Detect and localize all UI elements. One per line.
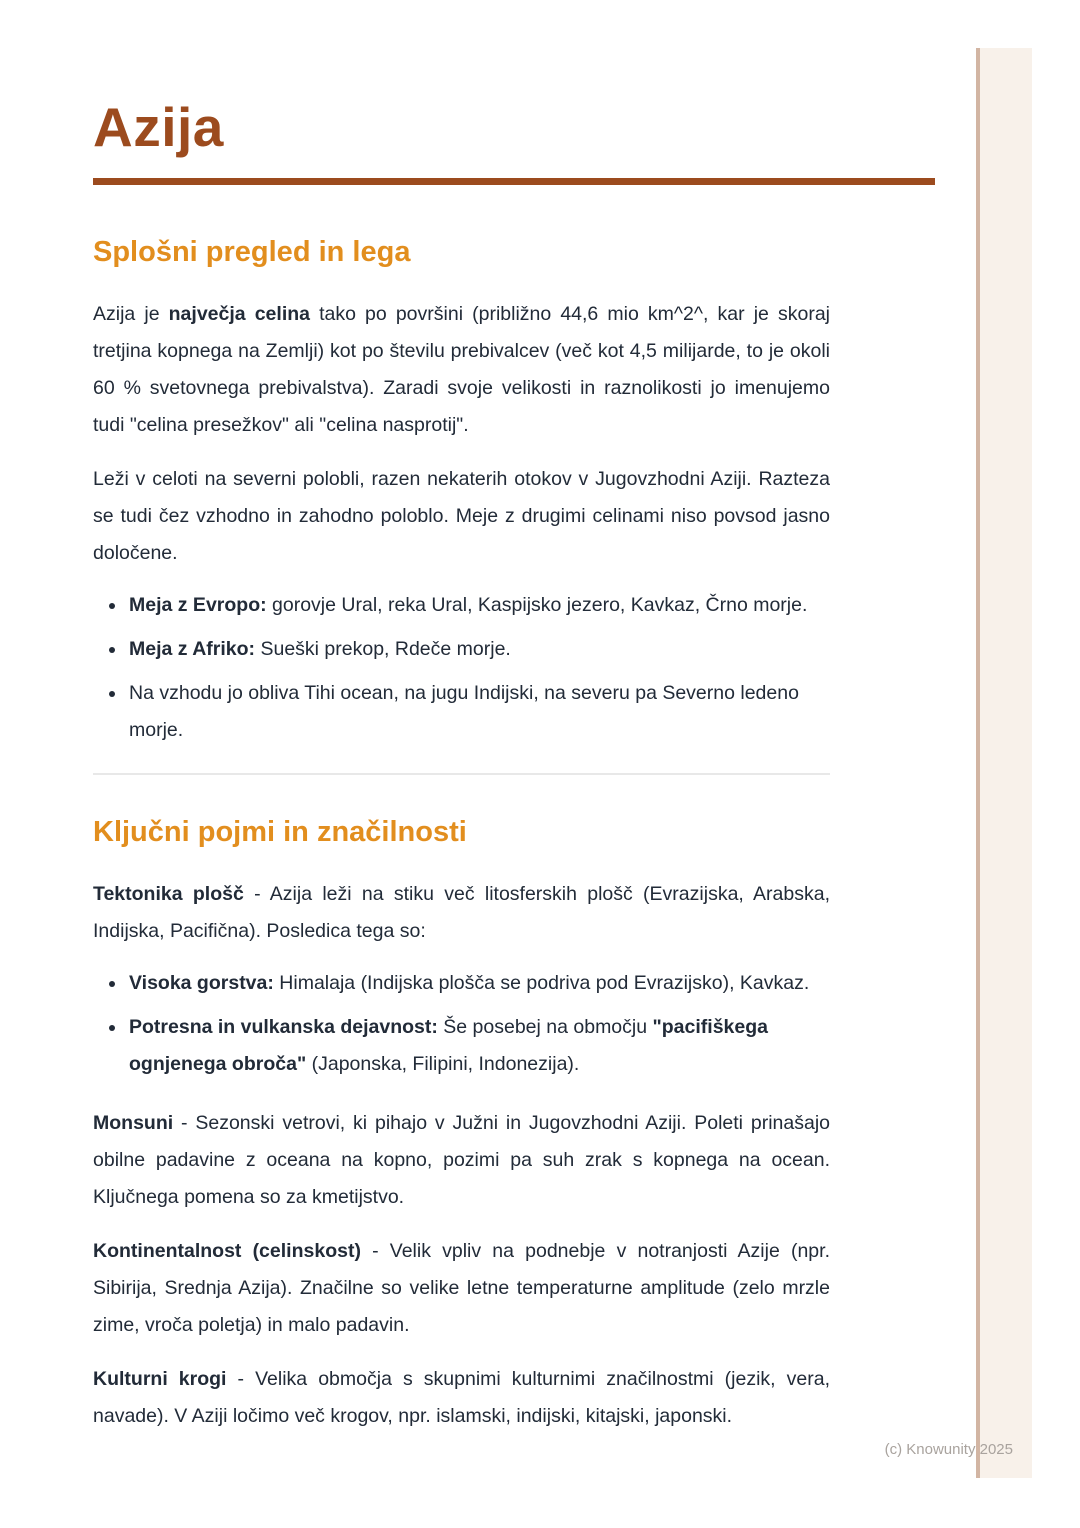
list-item-visoka-gorstva: • Visoka gorstva: Himalaja (Indijska plošča se podriva pod Evrazijsko), Kavkaz.: [127, 965, 830, 1002]
list-item-oceani: • Na vzhodu jo obliva Tihi ocean, na jugu Indijski, na severu pa Severno ledeno morje.: [127, 675, 830, 749]
paragraph-monsuni: Monsuni - Sezonski vetrovi, ki pihajo v Južni in Jugovzhodni Aziji. Poleti prinašajo obilne padavine z oceana na kopno, pozimi pa suh zrak s kopnega na ocean. Ključnega pomena so za kmetijstvo.: [93, 1111, 830, 1208]
section-kljucni-pojmi: [93, 815, 830, 1435]
bullet-list-tektonika: [93, 965, 830, 1083]
decorative-side-strip: [976, 48, 1032, 1478]
paragraph-kulturni-krogi: Kulturni krogi - Velika območja s skupnimi kulturnimi značilnostmi (jezik, vera, navade). V Aziji ločimo več krogov, npr. islamski, indijski, kitajski, japonski.: [93, 1367, 831, 1427]
paragraph-intro: Azija je največja celina tako po površini (približno 44,6 mio km^2^, kar je skoraj tretjina kopnega na Zemlji) kot po številu prebivalcev (več kot 4,5 milijarde, to je okoli 60 % svetovnega prebivalstva). Zaradi svoje velikosti in raznolikosti jo imenujemo tudi "celina presežkov" ali "celina nasprotij".: [93, 302, 831, 436]
list-item-meja-afrika: • Meja z Afriko: Sueški prekop, Rdeče morje.: [127, 631, 830, 668]
section-heading-splosni-pregled: Splošni pregled in lega: [93, 236, 411, 268]
section-heading-kljucni-pojmi: Ključni pojmi in značilnosti: [93, 815, 467, 848]
page-title: Azija: [93, 96, 224, 158]
copyright-credit: (c) Knowunity 2025: [884, 1441, 1013, 1458]
document-body: [93, 0, 830, 1435]
paragraph-tektonika: Tektonika plošč - Azija leži na stiku več litosferskih plošč (Evrazijska, Arabska, Indijska, Pacifična). Posledica tega so:: [93, 882, 830, 942]
list-item-meja-evropa: • Meja z Evropo: gorovje Ural, reka Ural, Kaspijsko jezero, Kavkaz, Črno morje.: [127, 587, 830, 624]
title-rule: [93, 178, 935, 185]
bullet-list-meje: [93, 587, 830, 749]
list-item-potresna-dejavnost: • Potresna in vulkanska dejavnost: Še posebej na območju "pacifiškega ognjenega obroča" (Japonska, Filipini, Indonezija).: [127, 1009, 830, 1083]
paragraph-lega: Leži v celoti na severni polobli, razen nekaterih otokov v Jugovzhodni Aziji. Razteza se tudi čez vzhodno in zahodno poloblo. Meje z drugimi celinami niso povsod jasno določene.: [93, 467, 830, 564]
section-divider: [93, 773, 830, 775]
paragraph-kontinentalnost: Kontinentalnost (celinskost) - Velik vpliv na podnebje v notranjosti Azije (npr. Sibirija, Srednja Azija). Značilne so velike letne temperaturne amplitude (zelo mrzle zime, vroča poletja) in malo padavin.: [93, 1239, 830, 1336]
section-splosni-pregled: [93, 235, 830, 749]
